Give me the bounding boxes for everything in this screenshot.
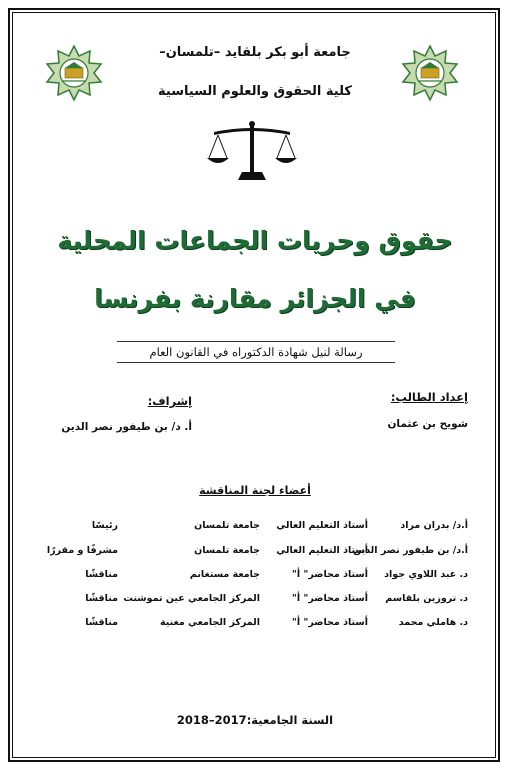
member-name: أ.د/ بدران مراد [400, 520, 468, 531]
member-role: مناقشًا [85, 617, 118, 628]
member-name: د. عبد اللاوي جواد [384, 569, 468, 580]
member-name: أ.د/ بن طيفور نصر الدين [353, 545, 468, 556]
academic-year: السنة الجامعية:2017–2018 [176, 713, 334, 727]
member-institution: جامعة تلمسان [194, 545, 260, 556]
member-name: د. تروزين بلقاسم [385, 593, 468, 604]
member-rank: أستاذ محاضر" أ" [291, 617, 368, 628]
supervisor-name: أ. د/ بن طيفور نصر الدين [61, 421, 192, 433]
member-role: رئيسًا [91, 520, 118, 531]
member-institution: المركز الجامعي عين تموشنت [123, 593, 260, 604]
member-rank: أستاذ محاضر" أ" [291, 569, 368, 580]
member-role: مناقشًا [85, 593, 118, 604]
member-rank: أستاذ محاضر" أ" [291, 593, 368, 604]
member-institution: جامعة تلمسان [194, 520, 260, 531]
member-rank: أستاذ التعليم العالي [276, 520, 368, 531]
member-institution: جامعة مستغانم [189, 569, 260, 580]
committee-title: أعضاء لجنة المناقشة [199, 484, 311, 497]
thesis-title-line-1: حقوق وحريات الجماعات المحلية [57, 226, 453, 255]
university-name: جامعة أبو بكر بلقايد –تلمسان– [159, 45, 351, 60]
faculty-name: كلية الحقوق والعلوم السياسية [158, 84, 352, 99]
prepared-by-label: إعداد الطالب: [390, 390, 468, 404]
member-role: مناقشًا [85, 569, 118, 580]
member-role: مشرفًا و مقررًا [46, 545, 118, 556]
degree-subtitle: رسالة لنيل شهادة الدكتوراه في القانون العام [117, 341, 395, 363]
scales-of-justice-icon [206, 118, 298, 184]
member-institution: المركز الجامعي مغنية [159, 617, 260, 628]
thesis-title-line-2: في الجزائر مقارنة بفرنسا [94, 284, 416, 313]
supervision-label: إشراف: [147, 394, 192, 408]
member-rank: أستاذ التعليم العالي [276, 545, 368, 556]
member-name: د. هاملي محمد [398, 617, 468, 628]
university-logo-icon [396, 44, 464, 102]
university-logo-icon [40, 44, 108, 102]
student-name: شويح بن عثمان [387, 418, 468, 430]
